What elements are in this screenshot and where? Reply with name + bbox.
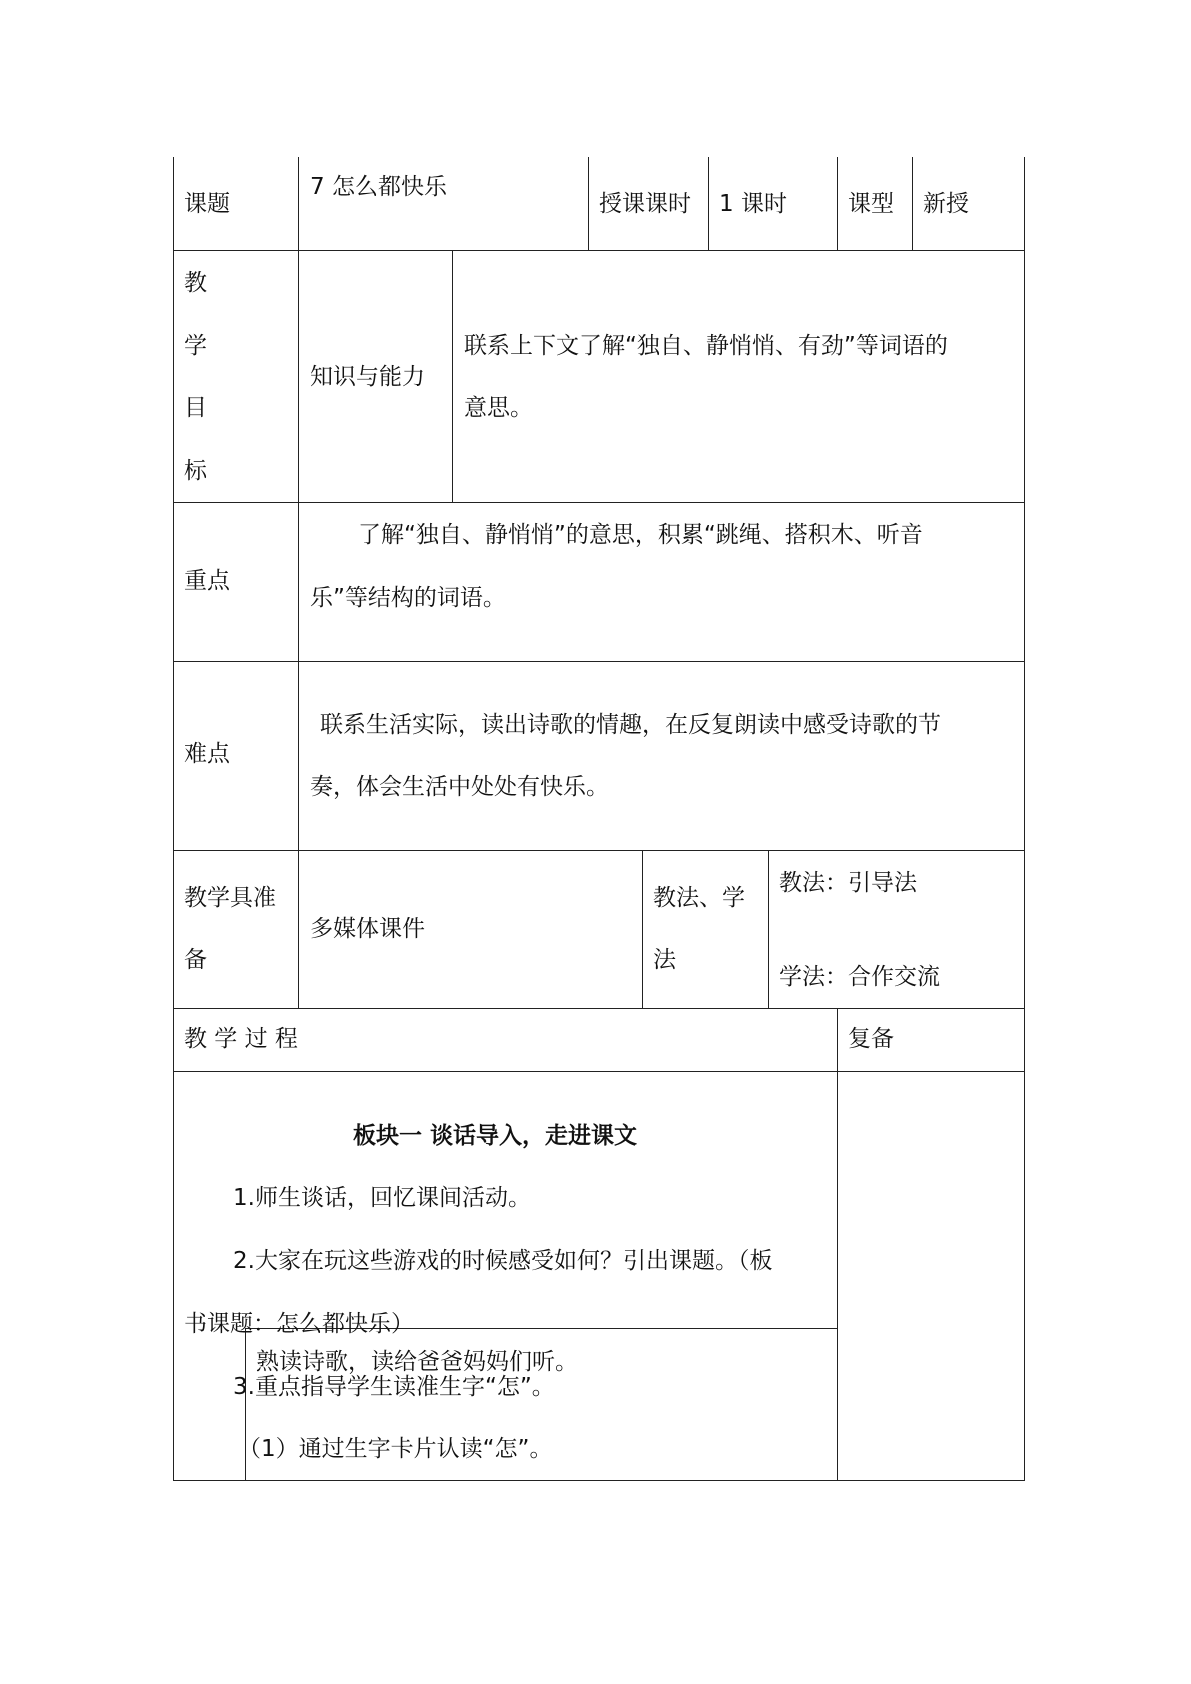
- row-line-3: [173, 661, 1025, 662]
- process-label: 教 学 过 程: [184, 1026, 298, 1052]
- prep-divider-a: [642, 850, 643, 1009]
- header-divider-b: [708, 157, 709, 251]
- objectives-sub-label: 知识与能力: [310, 364, 425, 390]
- keypoints-text-line: 乐”等结构的词语。: [310, 585, 506, 611]
- difficulties-text-line: 奏，体会生活中处处有快乐。: [310, 774, 609, 800]
- objectives-label-char: 学: [184, 333, 207, 359]
- process-line: （1）通过生字卡片认读“怎”。: [238, 1436, 553, 1462]
- row-line-4: [173, 850, 1025, 851]
- label-title: 课题: [184, 191, 230, 217]
- difficulties-label: 难点: [184, 741, 230, 767]
- learn-method: 学法：合作交流: [779, 964, 940, 990]
- lesson-title: 7 怎么都快乐: [310, 174, 447, 200]
- prep-value: 多媒体课件: [310, 916, 425, 942]
- objectives-label-char: 标: [184, 458, 207, 484]
- label-type: 课型: [848, 191, 894, 217]
- process-line: 书课题：怎么都快乐）: [184, 1311, 414, 1337]
- method-label-line: 教法、学: [653, 885, 745, 911]
- objectives-text-line: 意思。: [464, 395, 533, 421]
- keypoints-text-line: 了解“独自、静悄悄”的意思，积累“跳绳、搭积木、听音: [358, 522, 923, 548]
- table-bottom: [173, 1480, 1025, 1481]
- prep-label-line: 教学具准: [184, 885, 276, 911]
- lesson-hours: 1 课时: [719, 191, 787, 217]
- row-line-6: [173, 1071, 1025, 1072]
- table-left-border: [173, 157, 174, 1481]
- header-divider-c: [837, 157, 838, 251]
- row-line-2: [173, 502, 1025, 503]
- process-line: 1.师生谈话，回忆课间活动。: [233, 1185, 531, 1211]
- lesson-type: 新授: [923, 191, 969, 217]
- review-column-divider: [837, 1008, 838, 1481]
- objectives-text-line: 联系上下文了解“独自、静悄悄、有劲”等词语的: [464, 333, 948, 359]
- row-line-1: [173, 250, 1025, 251]
- objectives-label-char: 教: [184, 270, 207, 296]
- label-hours: 授课课时: [599, 191, 691, 217]
- objectives-label-char: 目: [184, 395, 207, 421]
- teach-method: 教法：引导法: [779, 870, 917, 896]
- process-line: 熟读诗歌，读给爸爸妈妈们听。: [256, 1349, 578, 1375]
- method-label-line: 法: [653, 947, 676, 973]
- label-column-divider: [298, 157, 299, 1009]
- keypoints-label: 重点: [184, 568, 230, 594]
- table-right-border: [1024, 157, 1025, 1481]
- header-divider-d: [912, 157, 913, 251]
- review-label: 复备: [848, 1026, 894, 1052]
- header-divider-a: [588, 157, 589, 251]
- process-line: 2.大家在玩这些游戏的时候感受如何？引出课题。（板: [233, 1248, 773, 1274]
- row-line-5: [173, 1008, 1025, 1009]
- block-title: 板块一 谈话导入，走进课文: [353, 1123, 638, 1149]
- process-line: 3.重点指导学生读准生字“怎”。: [233, 1374, 555, 1400]
- prep-label-line: 备: [184, 947, 207, 973]
- objectives-divider: [452, 250, 453, 503]
- prep-divider-b: [768, 850, 769, 1009]
- difficulties-text-line: 联系生活实际，读出诗歌的情趣，在反复朗读中感受诗歌的节: [320, 712, 941, 738]
